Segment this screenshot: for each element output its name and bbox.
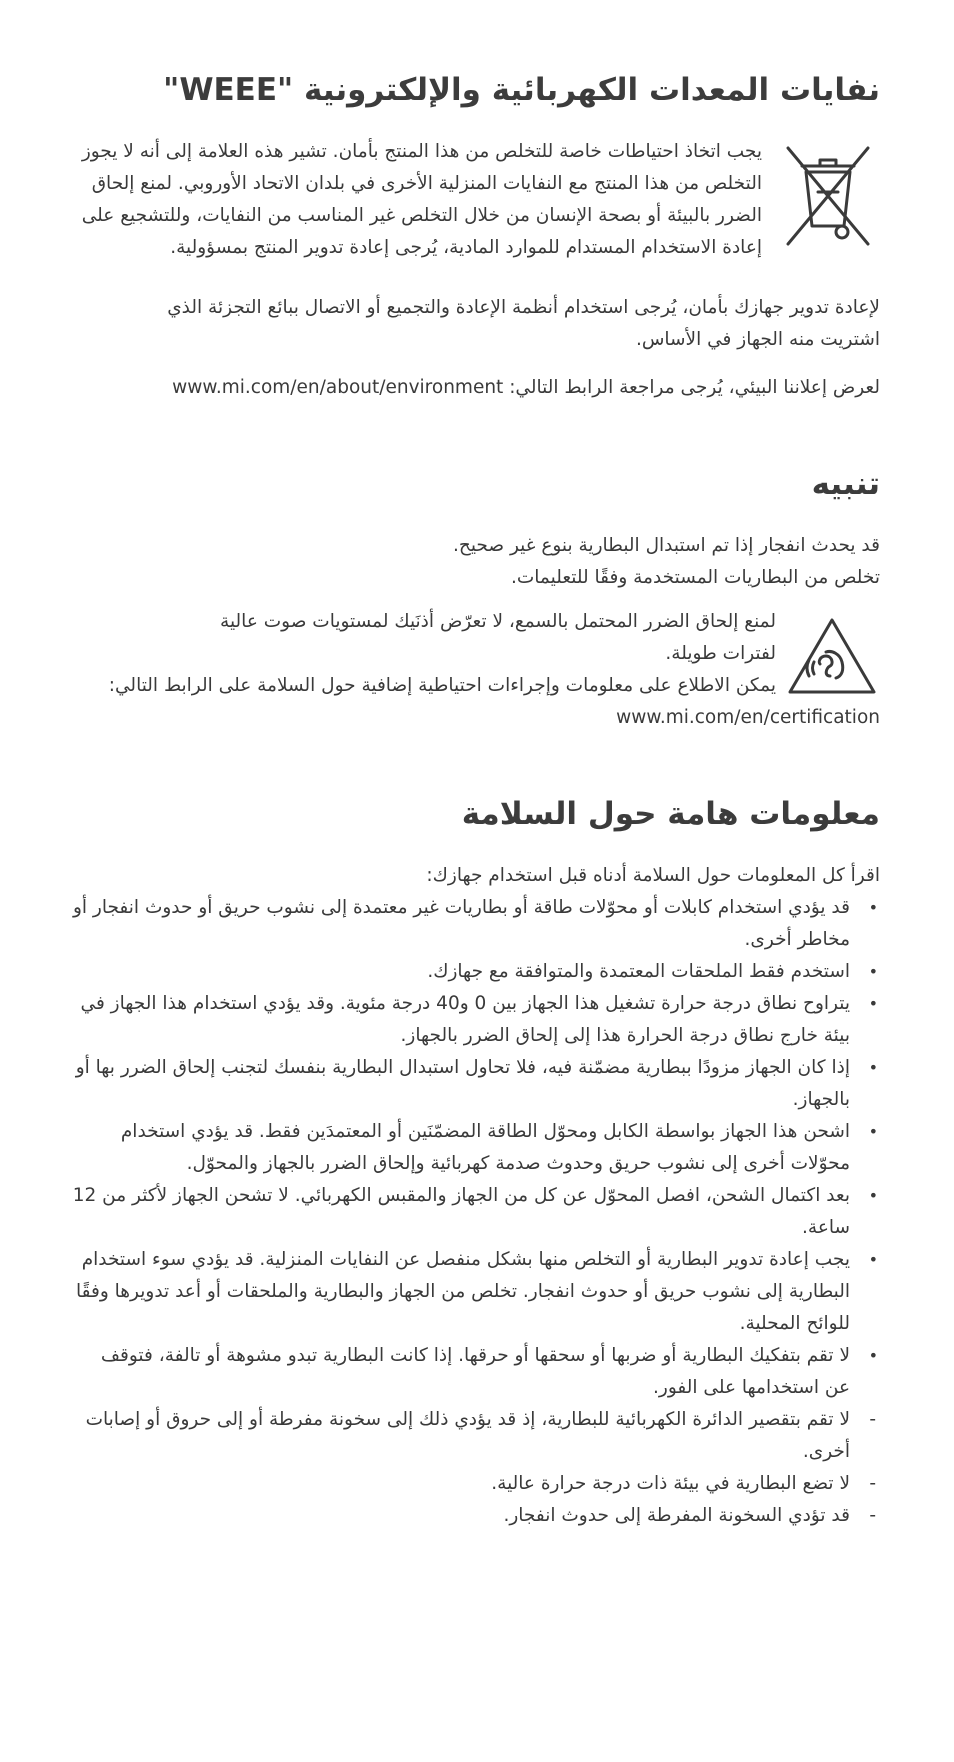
battery-dash-item: - لا تضع البطارية في بيئة ذات درجة حرارة عالية. [70,1468,880,1500]
safety-bullet-list [70,892,880,1404]
safety-bullet-item: • يجب إعادة تدوير البطارية أو التخلص منها بشكل منفصل عن النفايات المنزلية. قد يؤدي سوء استخدام البطارية إلى نشوب حريق أو حدوث انفجار. تخلص من الجهاز والبطارية والملحقات أو أعد تدويرها وفقًا للوائح المحلية. [70,1244,880,1340]
more-safety-info-text: يمكن الاطلاع على معلومات وإجراءات احتياطية إضافية حول السلامة على الرابط التالي: [108,675,776,696]
certification-link[interactable]: www.mi.com/en/certification [616,707,880,728]
caution-disposal-text: تخلص من البطاريات المستخدمة وفقًا للتعليمات. [511,567,880,588]
safety-bullet-item: • بعد اكتمال الشحن، افصل المحوّل عن كل من الجهاز والمقبس الكهربائي. لا تشحن الجهاز لأكثر من 12 ساعة. [70,1180,880,1244]
sub-list-wrapper [70,1404,880,1532]
battery-sub-list [70,1404,880,1532]
weee-recycle-text: لإعادة تدوير جهازك بأمان، يُرجى استخدام أنظمة الإعادة والتجميع أو الاتصال ببائع التجزئة الذي اشتريت منه الجهاز في الأساس. [167,297,880,350]
environment-prefix: لعرض إعلاننا البيئي، يُرجى مراجعة الرابط التالي: [509,377,880,398]
safety-bullet-item: • اشحن هذا الجهاز بواسطة الكابل ومحوّل الطاقة المضمّنَين أو المعتمدَين فقط. قد يؤدي استخدام محوّلات أخرى إلى نشوب حريق وحدوث صدمة كهربائية وإلحاق الضرر بالجهاز والمحوّل. [70,1116,880,1180]
weee-intro-text: يجب اتخاذ احتياطات خاصة للتخلص من هذا المنتج بأمان. تشير هذه العلامة إلى أنه لا يجوز التخلص من هذا المنتج مع النفايات المنزلية الأخرى في بلدان الاتحاد الأوروبي. لمنع إلحاق الضرر بالبيئة أو بصحة الإنسان من خلال التخلص غير المناسب من النفايات، وللتشجيع على إعادة الاستخدام المستدام للموارد المادية، يُرجى إعادة تدوير المنتج بمسؤولية. [81,141,762,258]
safety-bullet-item [70,1340,880,1404]
safety-bullet-item: • استخدم فقط الملحقات المعتمدة والمتوافقة مع جهازك. [70,956,880,988]
safety-heading: معلومات هامة حول السلامة [461,796,880,832]
hearing-warning-triangle-icon [786,616,878,696]
battery-dash-item: - لا تقم بتقصير الدائرة الكهربائية للبطارية، إذ قد يؤدي ذلك إلى سخونة مفرطة أو إلى حروق أو إصابات أخرى. [70,1404,880,1468]
weee-heading: نفايات المعدات الكهربائية والإلكترونية "WEEE" [163,72,880,108]
safety-bullet-item: • إذا كان الجهاز مزودًا ببطارية مضمّنة فيه، فلا تحاول استبدال البطارية بنفسك لتجنب إلحاق الضرر بها أو بالجهاز. [70,1052,880,1116]
safety-bullet-item: • يتراوح نطاق درجة حرارة تشغيل هذا الجهاز بين 0 و40 درجة مئوية. وقد يؤدي استخدام هذا الجهاز في بيئة خارج نطاق درجة الحرارة هذا إلى إلحاق الضرر بالجهاز. [70,988,880,1052]
battery-dash-item: - قد تؤدي السخونة المفرطة إلى حدوث انفجار. [70,1500,880,1532]
safety-intro-text: اقرأ كل المعلومات حول السلامة أدناه قبل استخدام جهازك: [426,865,880,886]
caution-explosion-text: قد يحدث انفجار إذا تم استبدال البطارية بنوع غير صحيح. [453,535,880,556]
caution-heading: تنبيه [811,466,880,502]
environment-declaration [80,372,880,404]
battery-handling-text: لا تقم بتفكيك البطارية أو ضربها أو سحقها أو حرقها. إذا كانت البطارية تبدو مشوهة أو تالفة، فتوقف عن استخدامها على الفور. [100,1345,850,1398]
hearing-warning-text: لمنع إلحاق الضرر المحتمل بالسمع، لا تعرّض أذنَيك لمستويات صوت عالية لفترات طويلة. [220,611,776,664]
environment-link[interactable]: www.mi.com/en/about/environment [172,377,504,398]
safety-bullet-item: • قد يؤدي استخدام كابلات أو محوّلات طاقة أو بطاريات غير معتمدة إلى نشوب حريق أو حدوث انفجار أو مخاطر أخرى. [70,892,880,956]
crossed-out-wheelie-bin-icon [780,140,876,252]
battery-dash-list [70,1404,880,1532]
